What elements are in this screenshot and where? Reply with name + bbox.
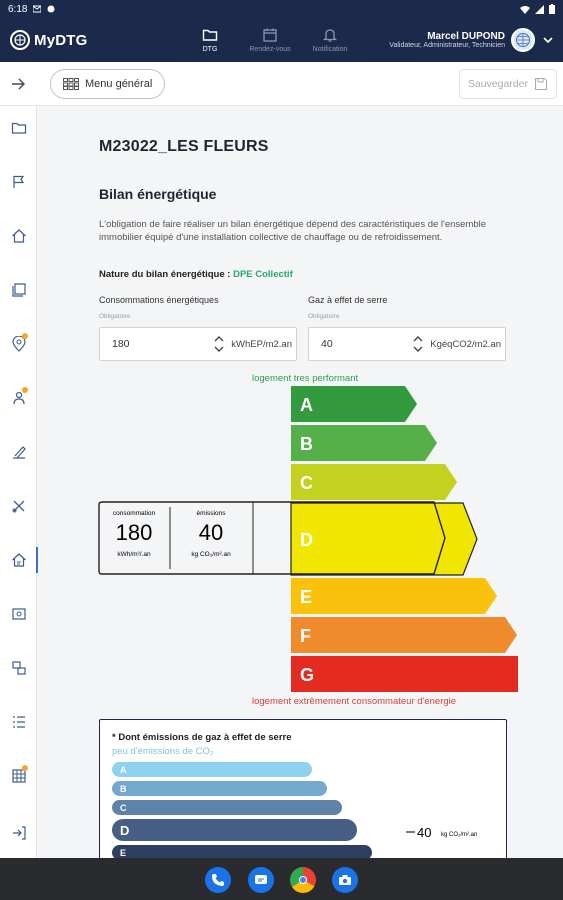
ges-marker (406, 825, 477, 840)
sidebar-item-logout[interactable] (0, 818, 37, 848)
energy-class-f-letter: F (300, 626, 311, 646)
main-tabs (180, 27, 360, 53)
consumption-label: Consommations énergétiques (99, 295, 219, 305)
battery-icon (549, 4, 555, 14)
ges-class-a-letter: A (120, 765, 127, 775)
status-bar (0, 0, 563, 18)
ges-stepper[interactable] (410, 334, 426, 354)
tab-notification[interactable] (300, 27, 360, 53)
page-title: M23022_LES FLEURS (99, 138, 269, 155)
ges-class-c-letter: C (120, 803, 127, 813)
sidebar-item-actors[interactable] (0, 383, 37, 413)
sidebar-item-diagnostics[interactable] (0, 599, 37, 629)
energy-class-e-letter: E (300, 587, 313, 607)
sidebar-item-equipment[interactable] (0, 491, 37, 521)
energy-label-chart (98, 386, 518, 696)
tab-label: Rendez-vous (249, 46, 291, 53)
tab-label: Notification (312, 46, 348, 53)
section-description: L'obligation de faire réaliser un bilan énergétique dépend des caractéristiques de l'ensemble immobilier équipé d'une installation collective de chauffage ou de refroidissement. (99, 219, 487, 243)
pen-ruler-icon (11, 444, 27, 460)
sidebar-item-transfer[interactable] (0, 653, 37, 683)
energy-class-c-bar (291, 464, 457, 500)
messages-app-button[interactable] (248, 867, 274, 893)
energy-class-a-letter: A (300, 395, 313, 415)
checklist-icon (11, 714, 27, 730)
ges-unit: KgéqCO2/m2.an (430, 338, 501, 350)
emission-box-unit: kg CO₂/m².an (191, 551, 231, 558)
nature-value: DPE Collectif (233, 269, 293, 280)
system-dock (0, 858, 563, 900)
tab-rendez-vous[interactable] (240, 27, 300, 53)
phone-icon (211, 873, 225, 887)
house-icon (11, 228, 27, 244)
copy-icon (11, 282, 27, 298)
emission-box-value: 40 (198, 520, 224, 545)
gmail-icon (33, 5, 41, 13)
section-title: Bilan énergétique (99, 186, 217, 202)
sidebar-item-building[interactable] (0, 221, 37, 251)
grid-menu-icon (63, 78, 79, 90)
consumption-hint: Obligatoire (99, 313, 131, 320)
sidebar-item-energy[interactable] (0, 545, 37, 575)
energy-class-e-bar (291, 578, 497, 614)
expand-sidebar-button[interactable] (0, 62, 36, 106)
consumption-box-unit: kWh/m²/.an (117, 551, 151, 558)
nature-line (99, 269, 293, 280)
save-button[interactable] (459, 69, 557, 99)
calendar-icon (262, 27, 278, 43)
folder-icon (11, 120, 27, 136)
clock: 6:18 (8, 3, 28, 15)
brand[interactable] (0, 30, 170, 50)
energy-house-icon (11, 552, 27, 568)
energy-class-d-bar (291, 503, 477, 575)
globe-avatar-icon (515, 32, 531, 48)
badge-dot (22, 333, 28, 339)
tools-icon (11, 498, 27, 514)
ges-caption-top: peu d'émissions de CO₂ (112, 746, 214, 757)
consumption-box-value: 180 (115, 520, 153, 545)
sidebar-item-flag[interactable] (0, 167, 37, 197)
user-name: Marcel DUPOND (427, 31, 505, 42)
ges-label-panel (99, 719, 507, 858)
ges-marker-value: 40 (417, 825, 432, 840)
stepper-arrows-icon (214, 335, 224, 353)
energy-caption-top: logement tres performant (252, 373, 359, 384)
user-menu[interactable] (389, 28, 563, 52)
ges-value: 40 (321, 338, 333, 350)
signal-icon (535, 5, 544, 14)
ges-class-b-bar (112, 781, 327, 796)
badge-dot (22, 765, 28, 771)
chevron-down-icon[interactable] (541, 33, 555, 47)
energy-class-g-letter: G (300, 665, 315, 685)
consumption-value: 180 (112, 338, 130, 350)
switch-icon (11, 660, 27, 676)
main-content (38, 106, 563, 858)
brand-name: MyDTG (34, 31, 88, 49)
consumption-box-title: consommation (112, 510, 156, 517)
sidebar-item-works[interactable] (0, 437, 37, 467)
energy-caption-bottom: logement extrêmement consommateur d'energie (252, 696, 457, 707)
ges-class-a-bar (112, 762, 312, 777)
ges-marker-unit: kg CO₂/m².an (441, 832, 478, 838)
ges-input[interactable] (308, 327, 506, 361)
tab-dtg[interactable] (180, 27, 240, 53)
app-header (0, 18, 563, 62)
energy-class-d-letter: D (300, 530, 313, 550)
document-search-icon (11, 606, 27, 622)
bell-icon (322, 27, 338, 43)
ges-label-chart (100, 720, 508, 858)
camera-app-button[interactable] (332, 867, 358, 893)
logout-icon (11, 825, 27, 841)
ges-class-c-bar (112, 800, 342, 815)
folder-icon (202, 27, 218, 43)
ges-class-e-letter: E (120, 848, 127, 858)
general-menu-label: Menu général (85, 77, 153, 90)
sidebar-item-checklist[interactable] (0, 707, 37, 737)
ges-class-d-bar (112, 819, 357, 841)
chrome-app-button[interactable] (290, 867, 316, 893)
general-menu-button[interactable] (50, 69, 165, 99)
energy-class-g-bar (291, 656, 518, 692)
toolbar (0, 62, 563, 106)
sidebar-item-documents[interactable] (0, 275, 37, 305)
message-icon (47, 5, 55, 13)
save-label: Sauvegarder (467, 77, 528, 90)
sidebar (0, 106, 37, 858)
nature-label: Nature du bilan énergétique : (99, 269, 234, 280)
ges-panel-title: * Dont émissions de gaz à effet de serre (112, 732, 292, 743)
energy-class-b-letter: B (300, 434, 313, 454)
emission-box-title: émissions (196, 510, 226, 517)
chrome-icon (296, 873, 310, 887)
ges-class-e-bar (112, 845, 372, 858)
energy-class-f-bar (291, 617, 517, 653)
camera-icon (338, 873, 352, 887)
energy-class-c-letter: C (300, 473, 313, 493)
messages-icon (254, 873, 268, 887)
tab-label: DTG (202, 46, 218, 53)
consumption-unit: kWhEP/m2.an (231, 338, 292, 350)
flag-icon (11, 174, 27, 190)
wifi-icon (520, 5, 530, 14)
floppy-disk-icon (534, 77, 548, 91)
ges-hint: Obligatoire (308, 313, 340, 320)
consumption-input[interactable] (99, 327, 297, 361)
globe-logo-icon (10, 30, 30, 50)
sidebar-item-location[interactable] (0, 329, 37, 359)
consumption-stepper[interactable] (211, 334, 227, 354)
badge-dot (22, 387, 28, 393)
ges-class-b-letter: B (120, 784, 127, 794)
sidebar-item-folder[interactable] (0, 113, 37, 143)
sidebar-item-table[interactable] (0, 761, 37, 791)
user-roles: Validateur, Administrateur, Technicien (389, 42, 505, 49)
avatar[interactable] (511, 28, 535, 52)
ges-label: Gaz à effet de serre (308, 295, 388, 305)
arrow-right-icon (10, 76, 26, 92)
phone-app-button[interactable] (205, 867, 231, 893)
ges-class-d-letter: D (120, 823, 130, 838)
stepper-arrows-icon (413, 335, 423, 353)
